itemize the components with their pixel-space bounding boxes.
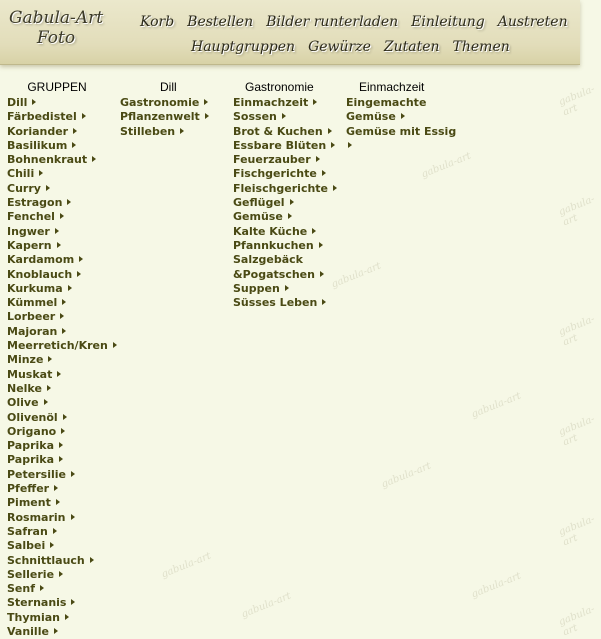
menu-item-label: Curry [7,181,41,195]
menu-item-label: Estragon [7,196,63,210]
menu-item[interactable] [7,325,117,339]
menu-item-label: Färbedistel [7,110,77,124]
menu-item[interactable] [7,167,117,181]
menu-item[interactable] [7,439,117,453]
watermark-text: gabula-art [557,513,597,549]
menu-item[interactable] [346,96,456,110]
nav-gewuerze[interactable]: Gewürze [308,39,371,55]
menu-item-label: Minze [7,353,44,367]
menu-item[interactable] [7,511,117,525]
menu-item[interactable] [7,625,117,639]
submenu-arrow-icon [90,557,94,563]
site-logo[interactable] [6,8,106,56]
menu-item-label: Fischgerichte [233,167,317,181]
submenu-arrow-icon [59,456,63,462]
menu-item[interactable] [7,596,117,610]
watermark-text: gabula-art [379,460,433,491]
menu-item[interactable] [7,282,117,296]
watermark-text: gabula-art [557,603,597,639]
watermark-text: gabula-art [557,83,597,119]
header [0,0,580,65]
menu-item-label: Gemüse mit Essig [346,124,457,138]
menu-item-label: Sellerie [7,567,55,581]
submenu-arrow-icon [54,485,58,491]
submenu-arrow-icon [205,113,209,119]
menu-item-label: Fleischgerichte [233,181,329,195]
menu-item[interactable] [7,153,117,167]
menu-item[interactable] [7,253,117,267]
menu-item-label: Geflügel [233,196,285,210]
menu-item[interactable] [233,110,337,124]
menu-list [233,96,337,310]
menu-item-label: Nelke [7,381,42,395]
menu-item-label: Vanille [7,624,49,638]
submenu-arrow-icon [73,128,77,134]
submenu-arrow-icon [79,256,83,262]
menu-item[interactable] [233,182,337,196]
menu-item-label: Olive [7,396,39,410]
watermark-text: gabula-art [469,390,523,421]
menu-item-label: Kurkuma [7,281,63,295]
menu-item-label: Origano [7,424,57,438]
menu-item-label: Einmachzeit [233,96,309,109]
menu-item-label: Safran [7,524,48,538]
nav-themen[interactable]: Themen [452,39,510,55]
menu-item[interactable] [7,582,117,596]
submenu-arrow-icon [348,142,352,148]
menu-item-label: Suppen [233,281,280,295]
submenu-arrow-icon [180,128,184,134]
submenu-arrow-icon [40,585,44,591]
menu-item-label: Thymian [7,610,60,624]
submenu-arrow-icon [46,185,50,191]
menu-item[interactable] [233,296,337,310]
submenu-arrow-icon [50,542,54,548]
submenu-arrow-icon [92,156,96,162]
menu-item-label: Olivenöl [7,410,58,424]
submenu-arrow-icon [401,113,405,119]
menu-item[interactable] [7,110,117,124]
menu-item[interactable] [120,125,209,139]
submenu-arrow-icon [47,385,51,391]
submenu-arrow-icon [55,228,59,234]
menu-item-label: Pfeffer [7,482,50,496]
submenu-arrow-icon [63,414,67,420]
menu-item[interactable] [7,539,117,553]
menu-item-label: Stilleben [120,124,176,138]
menu-item[interactable] [7,411,117,425]
menu-item[interactable] [233,210,337,224]
submenu-arrow-icon [54,628,58,634]
menu-item-label: Feuerzauber [233,153,311,167]
menu-item-label: Gastronomie [120,96,200,109]
menu-item[interactable] [233,139,337,153]
column-gastronomie [233,80,337,310]
submenu-arrow-icon [290,199,294,205]
menu-item[interactable] [7,268,117,282]
submenu-arrow-icon [204,99,208,105]
nav-bilder-runterladen[interactable]: Bilder runterladen [266,14,399,30]
nav-zutaten[interactable]: Zutaten [383,39,440,55]
menu-item-label: Salbei [7,539,46,553]
submenu-arrow-icon [316,156,320,162]
menu-item[interactable] [7,368,117,382]
menu-item-label: Ingwer [7,224,50,238]
submenu-arrow-icon [82,113,86,119]
menu-item[interactable] [7,339,117,353]
submenu-arrow-icon [320,271,324,277]
menu-item-label: Lorbeer [7,310,56,324]
menu-item-label: Muskat [7,367,53,381]
menu-item-label: &Pogatschen [233,267,315,281]
nav-korb[interactable]: Korb [140,14,175,30]
submenu-arrow-icon [61,428,65,434]
menu-item[interactable] [233,167,337,181]
nav-bestellen[interactable]: Bestellen [187,14,254,30]
menu-item-label: Basilikum [7,138,68,152]
menu-item[interactable] [233,125,337,139]
menu-item-label: Essbare Blüten [233,138,327,152]
submenu-arrow-icon [68,285,72,291]
menu-item-label: Senf [7,582,35,596]
submenu-arrow-icon [59,571,63,577]
menu-list [346,96,456,153]
submenu-arrow-icon [59,442,63,448]
nav-austreten[interactable]: Austreten [497,14,568,30]
submenu-arrow-icon [57,371,61,377]
top-nav-row-2 [191,36,523,55]
menu-item-label: Petersilie [7,467,66,481]
submenu-arrow-icon [62,328,66,334]
menu-item[interactable] [7,196,117,210]
menu-item-label: Paprika [7,439,54,453]
watermark-text: gabula-art [329,260,383,291]
menu-item-label: Sossen [233,110,277,124]
menu-list [120,96,209,139]
submenu-arrow-icon [319,242,323,248]
menu-item-label: Kümmel [7,296,58,310]
menu-item-label: Süsses Leben [233,296,318,310]
menu-item-label: Kalte Küche [233,224,308,238]
menu-item[interactable] [233,196,337,210]
menu-item-label: Fenchel [7,210,55,224]
submenu-arrow-icon [60,213,64,219]
menu-item[interactable] [7,96,117,110]
menu-item[interactable] [233,225,337,239]
menu-item-label: Sternanis [7,596,67,610]
menu-item[interactable] [7,353,117,367]
submenu-arrow-icon [65,614,69,620]
menu-item[interactable] [233,268,337,282]
submenu-arrow-icon [333,185,337,191]
menu-item-label: Meerretich/Kren [7,339,108,353]
submenu-arrow-icon [328,128,332,134]
menu-item[interactable] [7,182,117,196]
menu-item[interactable] [7,453,117,467]
menu-item-label: Dill [7,96,28,109]
submenu-arrow-icon [57,242,61,248]
logo-line-1: Gabula-Art [8,8,104,28]
submenu-arrow-icon [60,313,64,319]
submenu-arrow-icon [62,299,66,305]
column-heading: Dill [160,80,177,94]
watermark-text: gabula-art [469,570,523,601]
column-einmachzeit [346,80,456,153]
submenu-arrow-icon [71,514,75,520]
submenu-arrow-icon [312,228,316,234]
menu-item-label: Knoblauch [7,267,73,281]
submenu-arrow-icon [282,113,286,119]
nav-einleitung[interactable]: Einleitung [411,14,485,30]
menu-item-label: Bohnenkraut [7,153,88,167]
submenu-arrow-icon [72,142,76,148]
menu-item-label: Gemüse [233,210,283,224]
watermark-text: gabula-art [159,550,213,581]
submenu-arrow-icon [67,199,71,205]
menu-item-label: Chili [7,167,35,181]
submenu-arrow-icon [113,342,117,348]
submenu-arrow-icon [44,399,48,405]
menu-item-label: Rosmarin [7,510,66,524]
menu-item[interactable] [7,225,117,239]
menu-item-label: Brot & Kuchen [233,124,323,138]
menu-item-label: Paprika [7,453,54,467]
watermark-text: gabula-art [419,150,473,181]
column-dill [120,80,209,139]
menu-item[interactable] [7,468,117,482]
menu-item-label: Kardamom [7,253,75,267]
menu-item[interactable] [7,611,117,625]
menu-item[interactable] [7,568,117,582]
menu-item-label: Pflanzenwelt [120,110,200,124]
watermark-text: gabula-art [557,193,597,229]
submenu-arrow-icon [56,499,60,505]
submenu-arrow-icon [288,213,292,219]
menu-item[interactable] [346,139,456,153]
watermark-text: gabula-art [557,313,597,349]
menu-item[interactable] [120,110,209,124]
menu-item[interactable] [7,296,117,310]
menu-item[interactable] [233,239,337,253]
submenu-arrow-icon [285,285,289,291]
column-heading: Einmachzeit [359,80,425,94]
menu-item[interactable] [233,153,337,167]
nav-hauptgruppen[interactable]: Hauptgruppen [191,39,296,55]
watermark-text: gabula-art [557,413,597,449]
menu-item[interactable] [7,139,117,153]
menu-item[interactable] [346,110,456,124]
submenu-arrow-icon [322,170,326,176]
menu-item-label: Eingemachte [346,96,427,109]
menu-item-label: Schnittlauch [7,553,85,567]
menu-item-label: Piment [7,496,51,510]
menu-list [7,96,117,639]
column-gruppen [7,80,117,639]
menu-item[interactable] [7,496,117,510]
menu-item-label: Pfannkuchen [233,238,314,252]
top-nav-row-1 [140,11,581,30]
menu-item-label: Gemüse [346,110,396,124]
submenu-arrow-icon [32,99,36,105]
menu-item[interactable] [7,382,117,396]
submenu-arrow-icon [48,356,52,362]
menu-item-label: Majoran [7,324,58,338]
menu-item-label: Kapern [7,238,52,252]
menu-item[interactable] [233,282,337,296]
submenu-arrow-icon [313,99,317,105]
submenu-arrow-icon [39,170,43,176]
watermark-text: gabula-art [239,590,293,621]
submenu-arrow-icon [322,299,326,305]
menu-item[interactable] [7,482,117,496]
logo-line-2: Foto [36,28,76,48]
menu-item[interactable] [7,425,117,439]
submenu-arrow-icon [77,271,81,277]
menu-item[interactable] [233,253,337,267]
menu-item[interactable] [7,210,117,224]
menu-item[interactable] [7,239,117,253]
menu-item[interactable] [346,125,456,139]
menu-item[interactable] [233,96,337,110]
submenu-arrow-icon [71,599,75,605]
submenu-arrow-icon [53,528,57,534]
menu-item-label: Koriander [7,124,69,138]
menu-item[interactable] [7,525,117,539]
menu-item[interactable] [7,125,117,139]
menu-item-label: Salzgebäck [233,253,303,267]
menu-item[interactable] [7,396,117,410]
column-heading: GRUPPEN [27,80,87,94]
column-heading: Gastronomie [245,80,314,94]
menu-item[interactable] [7,554,117,568]
submenu-arrow-icon [331,142,335,148]
menu-item[interactable] [120,96,209,110]
submenu-arrow-icon [71,471,75,477]
menu-item[interactable] [7,310,117,324]
